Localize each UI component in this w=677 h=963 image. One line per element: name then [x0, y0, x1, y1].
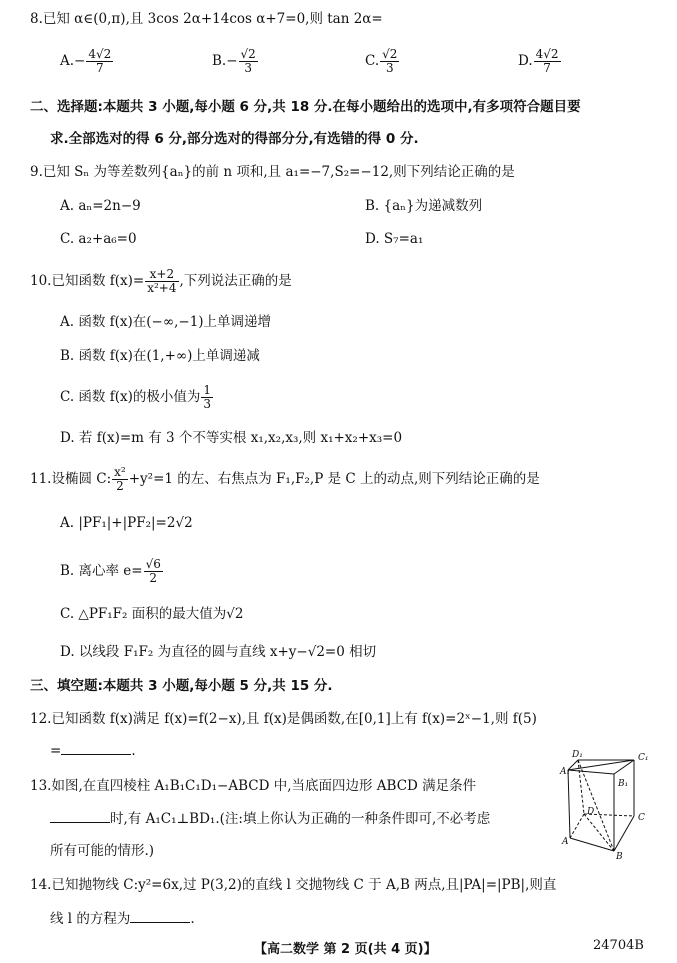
page-footer: 【高二数学 第 2 页(共 4 页)】: [254, 942, 437, 957]
label-a1: A₁: [560, 767, 571, 777]
q9-option-d: D. S₇=a₁: [365, 231, 424, 247]
q10-stem: 10.已知函数 f(x)= $\frac{x+2}{\text{x²+4}}$ ,下列说法正确的是: [30, 267, 292, 295]
q13-note: 所有可能的情形.): [50, 843, 155, 859]
label-b: B: [616, 852, 623, 862]
q10-option-b: B. 函数 f(x)在(1,+∞)上单调递减: [60, 348, 260, 364]
edge-bc: [614, 816, 634, 851]
q11-option-b: B. 离心率 e= $\frac{√6}{2}$: [60, 557, 161, 585]
q14-answer-line: 线 l 的方程为 .: [50, 911, 195, 927]
q11-stem: 11.设椭圆 C: $\frac{\text{x²}}{2}$ +y²=1 的左、右焦点为 F₁,F₂,P 是 C 上的动点,则下列结论正确的是: [30, 465, 540, 493]
q8-option-c: C. $\frac{√2}{3}$: [365, 47, 398, 75]
edge-a1a: [568, 770, 570, 838]
label-b1: B₁: [618, 779, 629, 789]
q11-option-c: C. △PF₁F₂ 面积的最大值为√2: [60, 606, 244, 622]
edge-ab: [570, 838, 614, 851]
prism-diagram: [562, 748, 662, 860]
edge-da: [570, 814, 584, 838]
diag-db: [584, 814, 614, 851]
q8-option-d: D. $\frac{4√2}{7}$: [518, 47, 559, 75]
q9-option-c: C. a₂+a₆=0: [60, 231, 137, 247]
q13-answer-blank[interactable]: [50, 810, 110, 823]
q14-answer-blank[interactable]: [130, 910, 190, 923]
section2-heading: 二、选择题:本题共 3 小题,每小题 6 分,共 18 分.在每小题给出的选项中,有多项符合题目要: [30, 99, 581, 115]
label-c1: C₁: [638, 753, 649, 763]
prism-figure: [562, 748, 662, 864]
q8-stem: 8.已知 α∈(0,π),且 3cos 2α+14cos α+7=0,则 tan 2α=: [30, 11, 383, 27]
q11-option-a: A. |PF₁|+|PF₂|=2√2: [60, 515, 193, 531]
q9-stem: 9.已知 Sₙ 为等差数列{aₙ}的前 n 项和,且 a₁=−7,S₂=−12,则下列结论正确的是: [30, 164, 515, 180]
q13-stem: 13.如图,在直四棱柱 A₁B₁C₁D₁−ABCD 中,当底面四边形 ABCD 满足条件: [30, 778, 477, 794]
q8-option-b: B.− $\frac{√2}{3}$: [212, 47, 256, 75]
edge-a1b1: [568, 770, 614, 774]
q12-stem: 12.已知函数 f(x)满足 f(x)=f(2−x),且 f(x)是偶函数,在[0,1]上有 f(x)=2ˣ−1,则 f(5): [30, 711, 537, 727]
section2-heading-cont: 求.全部选对的得 6 分,部分选对的得部分分,有选错的得 0 分.: [50, 131, 419, 147]
label-d1: D₁: [572, 750, 583, 760]
q13-answer-line: 时,有 A₁C₁⊥BD₁.(注:填上你认为正确的一种条件即可,不必考虑: [50, 810, 490, 828]
section3-heading: 三、填空题:本题共 3 小题,每小题 5 分,共 15 分.: [30, 678, 333, 694]
label-d: D: [587, 807, 595, 817]
q12-answer-blank[interactable]: [61, 742, 131, 755]
q11-option-d: D. 以线段 F₁F₂ 为直径的圆与直线 x+y−√2=0 相切: [60, 644, 377, 660]
q10-option-a: A. 函数 f(x)在(−∞,−1)上单调递增: [60, 314, 272, 330]
q9-option-b: B. {aₙ}为递减数列: [365, 198, 483, 214]
exam-code: 24704B: [593, 938, 644, 953]
label-a: A: [562, 837, 569, 847]
q10-option-d: D. 若 f(x)=m 有 3 个不等实根 x₁,x₂,x₃,则 x₁+x₂+x₃=0: [60, 430, 403, 446]
label-c: C: [638, 813, 645, 823]
q14-stem: 14.已知抛物线 C:y²=6x,过 P(3,2)的直线 l 交抛物线 C 于 A,B 两点,且|PA|=|PB|,则直: [30, 877, 557, 893]
q10-option-c: C. 函数 f(x)的极小值为 $\frac{1}{3}$: [60, 383, 212, 411]
q9-option-a: A. aₙ=2n−9: [60, 198, 141, 214]
q12-answer-line: = .: [50, 743, 136, 759]
q8-option-a: A.− $\frac{4√2}{7}$: [60, 47, 112, 75]
